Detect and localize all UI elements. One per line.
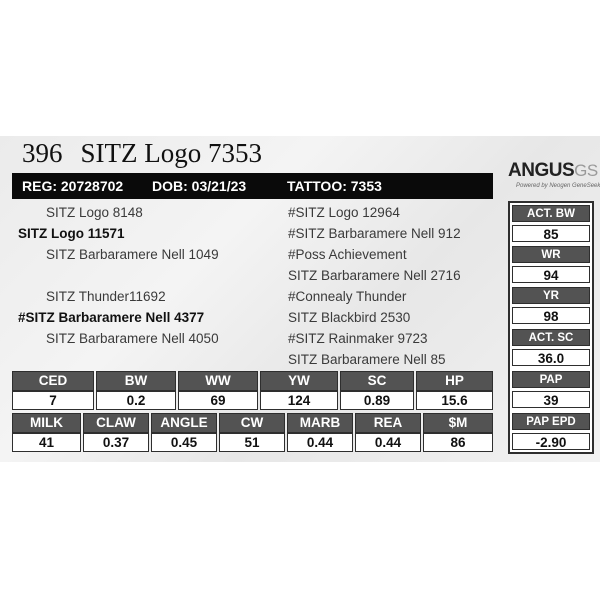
stat-label-pap-epd: PAP EPD (512, 413, 590, 430)
pedigree-right-entry: #SITZ Logo 12964 (288, 205, 400, 220)
pedigree-right-entry: #SITZ Barbaramere Nell 912 (288, 226, 461, 241)
epd-label-angle: ANGLE (151, 413, 217, 433)
date-of-birth: DOB: 03/21/23 (152, 178, 247, 194)
epd-value-cw: 51 (219, 433, 285, 452)
pedigree-right-entry: SITZ Blackbird 2530 (288, 310, 411, 325)
epd-value-milk: 41 (12, 433, 81, 452)
performance-stats-panel (508, 201, 594, 454)
stat-value-act-bw: 85 (512, 225, 590, 242)
epd-label-milk: MILK (12, 413, 81, 433)
epd-label-ww: WW (178, 371, 258, 391)
epd-label-sc: SC (340, 371, 414, 391)
stat-value-yr: 98 (512, 307, 590, 324)
pedigree-sire-sire: SITZ Logo 8148 (46, 205, 143, 220)
lot-number: 396 (22, 138, 63, 168)
epd-label-cw: CW (219, 413, 285, 433)
stat-label-act-bw: ACT. BW (512, 205, 590, 222)
epd-label-dollar-m: $M (423, 413, 493, 433)
epd-value-ww: 69 (178, 391, 258, 410)
epd-value-marb: 0.44 (287, 433, 353, 452)
epd-value-rea: 0.44 (355, 433, 421, 452)
epd-label-yw: YW (260, 371, 338, 391)
pedigree-right-entry: #SITZ Rainmaker 9723 (288, 331, 428, 346)
logo-gs-text: GS (574, 161, 598, 180)
epd-label-hp: HP (416, 371, 493, 391)
epd-value-sc: 0.89 (340, 391, 414, 410)
stat-value-wr: 94 (512, 266, 590, 283)
logo-subtitle: Powered by Neogen GeneSeek (516, 183, 600, 189)
info-bar (12, 173, 493, 199)
epd-value-claw: 0.37 (83, 433, 149, 452)
pedigree-dam: #SITZ Barbaramere Nell 4377 (18, 310, 205, 325)
stat-value-act-sc: 36.0 (512, 349, 590, 366)
tattoo: TATTOO: 7353 (287, 178, 382, 194)
epd-label-bw: BW (96, 371, 176, 391)
epd-value-angle: 0.45 (151, 433, 217, 452)
pedigree-sire: SITZ Logo 11571 (18, 226, 125, 241)
angus-gs-logo (508, 160, 600, 196)
epd-value-dollar-m: 86 (423, 433, 493, 452)
epd-label-marb: MARB (287, 413, 353, 433)
epd-label-claw: CLAW (83, 413, 149, 433)
stat-label-yr: YR (512, 287, 590, 304)
epd-value-yw: 124 (260, 391, 338, 410)
stat-value-pap: 39 (512, 391, 590, 408)
pedigree-dam-dam: SITZ Barbaramere Nell 4050 (46, 331, 219, 346)
pedigree-sire-dam: SITZ Barbaramere Nell 1049 (46, 247, 219, 262)
epd-value-bw: 0.2 (96, 391, 176, 410)
stat-label-pap: PAP (512, 371, 590, 388)
epd-label-ced: CED (12, 371, 94, 391)
lot-title (22, 138, 262, 169)
pedigree-right-entry: SITZ Barbaramere Nell 85 (288, 352, 446, 367)
pedigree-right-entry: SITZ Barbaramere Nell 2716 (288, 268, 461, 283)
epd-value-hp: 15.6 (416, 391, 493, 410)
logo-angus-text: ANGUS (508, 160, 575, 181)
pedigree-dam-sire: SITZ Thunder11692 (46, 289, 166, 304)
pedigree-right-entry: #Connealy Thunder (288, 289, 407, 304)
pedigree-right-entry: #Poss Achievement (288, 247, 407, 262)
epd-label-rea: REA (355, 413, 421, 433)
animal-name: SITZ Logo 7353 (80, 138, 262, 168)
stat-label-wr: WR (512, 246, 590, 263)
registration-number: REG: 20728702 (22, 178, 124, 194)
stat-label-act-sc: ACT. SC (512, 329, 590, 346)
epd-value-ced: 7 (12, 391, 94, 410)
stat-value-pap-epd: -2.90 (512, 433, 590, 450)
